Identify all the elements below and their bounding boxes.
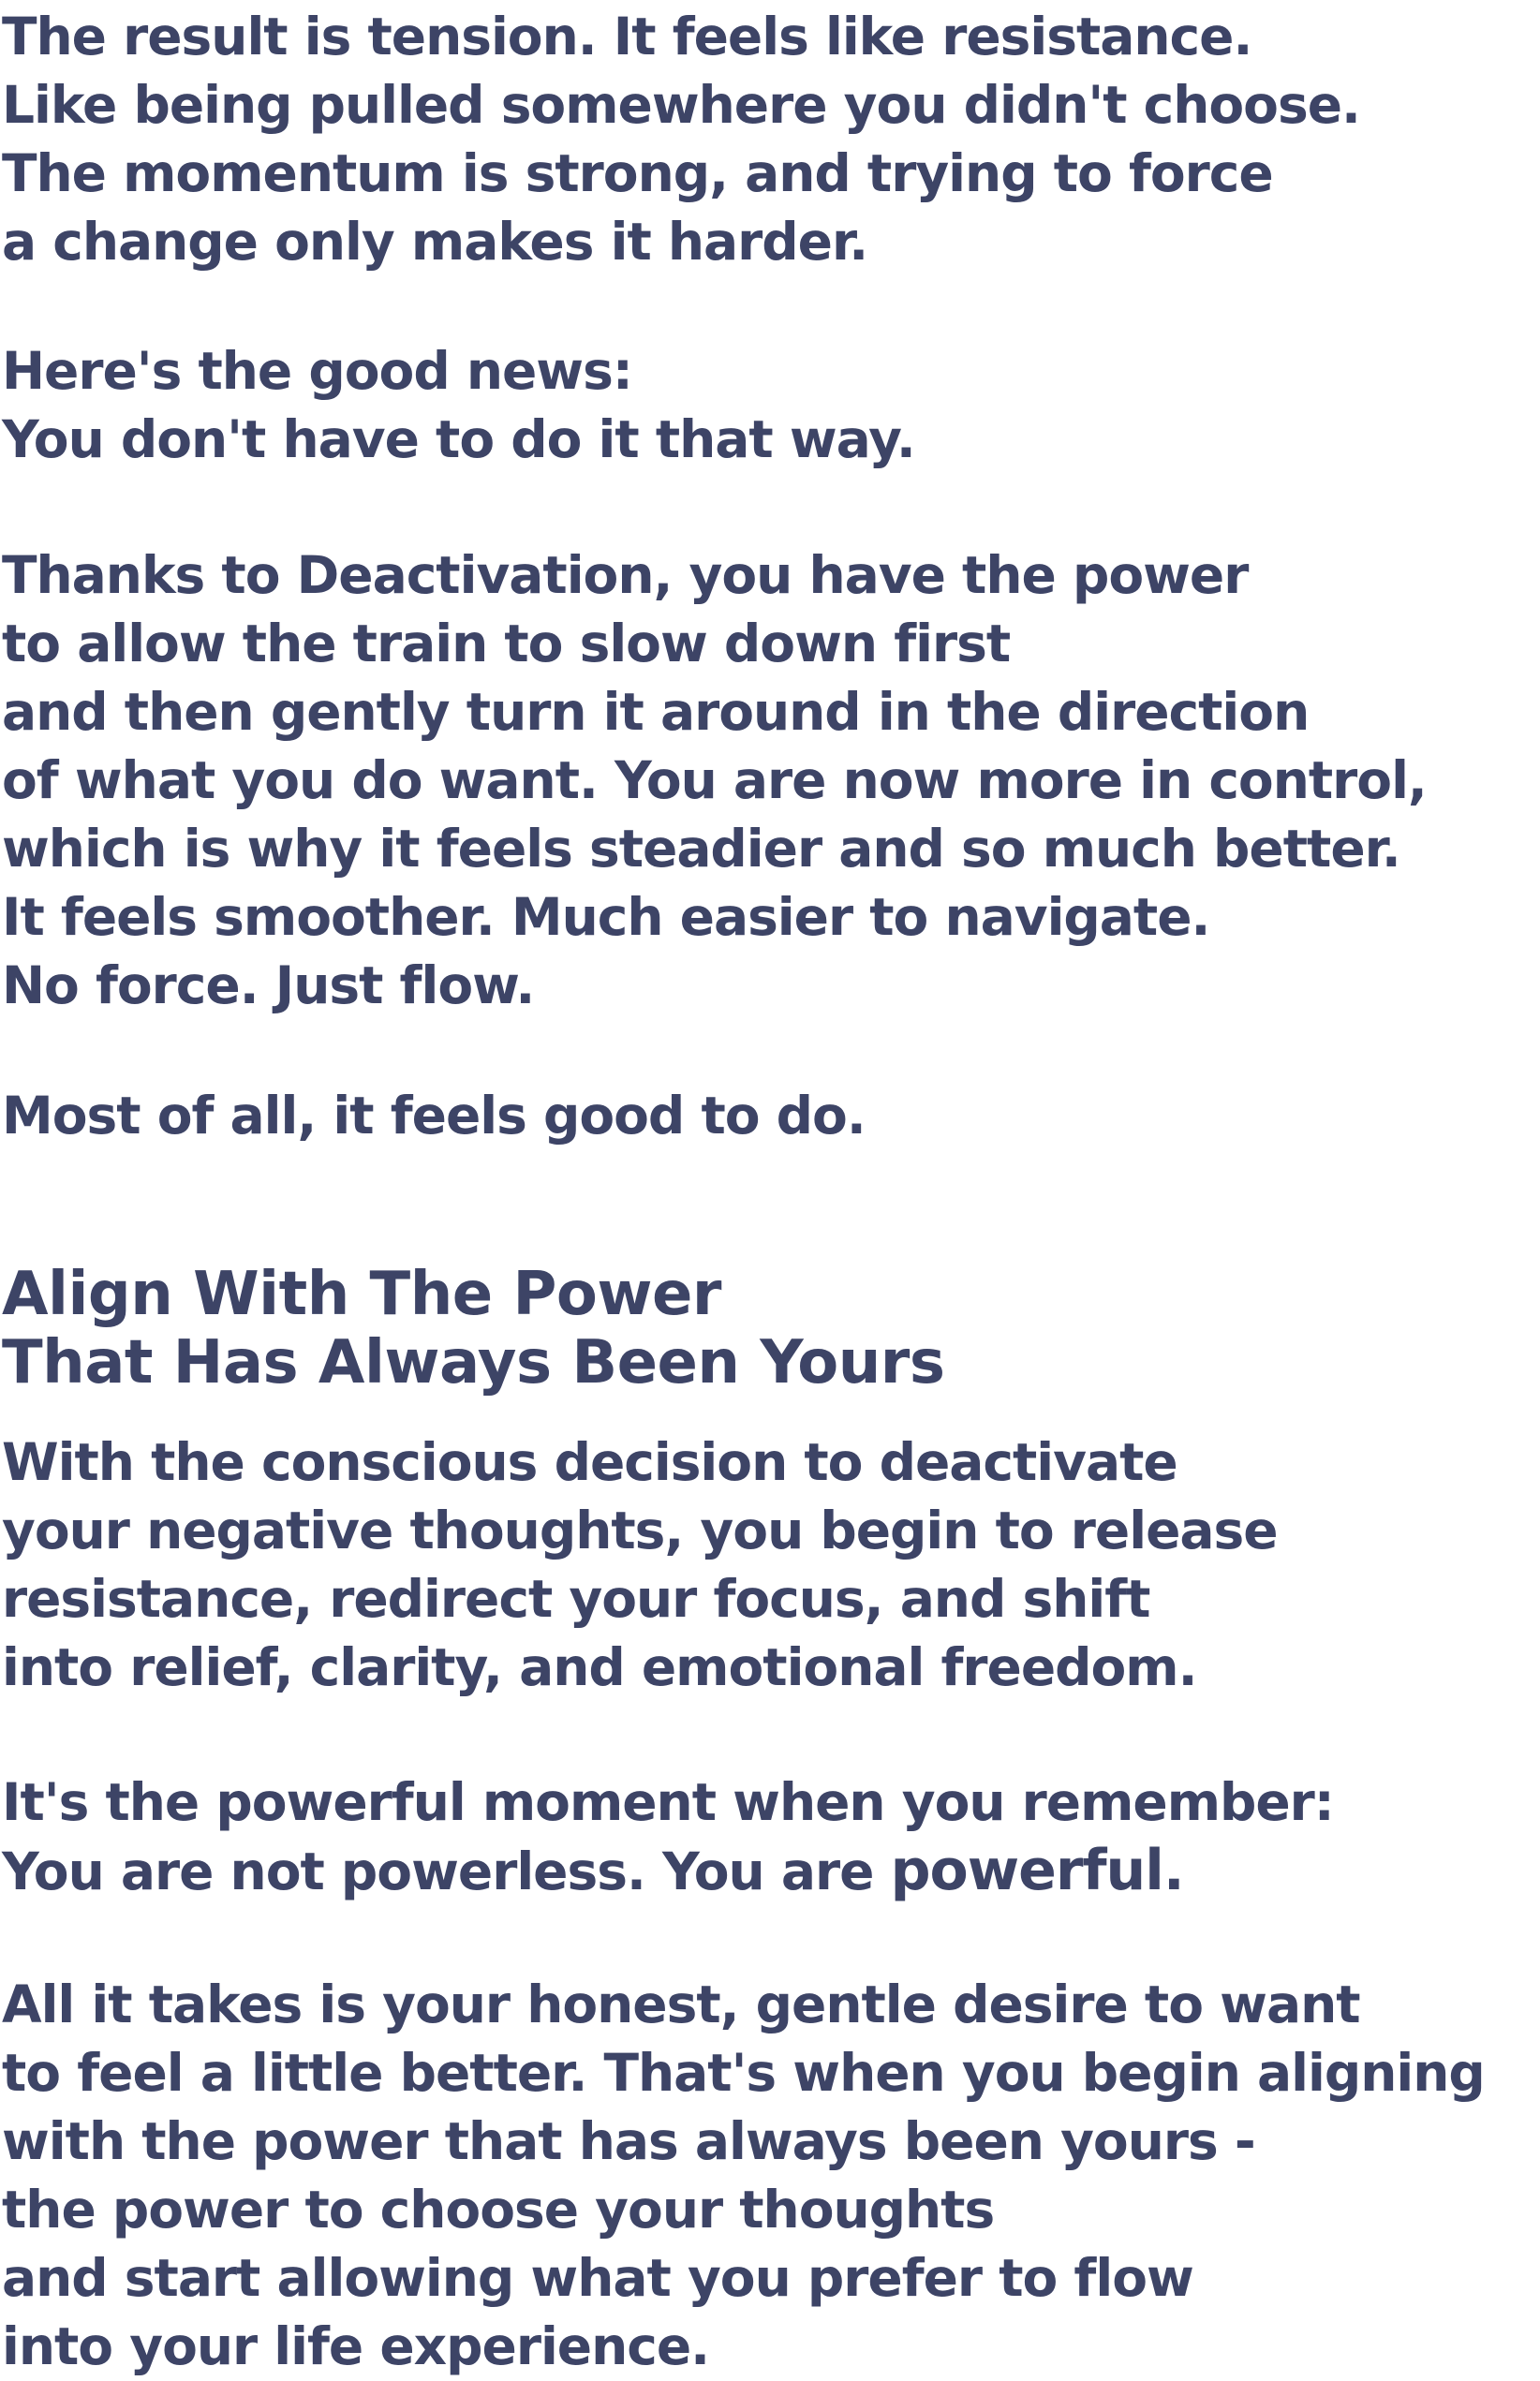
remember-line-1: It's the powerful moment when you remember: <box>2 1772 1334 1832</box>
intro-line: a change only makes it harder. <box>2 212 868 272</box>
conscious-line: into relief, clarity, and emotional freedom. <box>2 1637 1197 1697</box>
deactivation-line: It feels smoother. Much easier to navigate. <box>2 887 1210 947</box>
deactivation-line: to allow the train to slow down first <box>2 614 1011 673</box>
deactivation-line: which is why it feels steadier and so much better. <box>2 819 1400 879</box>
heading-line-2: That Has Always Been Yours <box>2 1328 945 1398</box>
closing-line: the power to choose your thoughts <box>2 2180 995 2240</box>
closing-line: into your life experience. <box>2 2316 710 2376</box>
powerful-emphasis: powerful. <box>890 1838 1184 1903</box>
closing-line: and start allowing what you prefer to flow <box>2 2248 1193 2308</box>
conscious-line: With the conscious decision to deactivate <box>2 1432 1177 1492</box>
good-news-line: Here's the good news: <box>2 341 632 401</box>
deactivation-line: of what you do want. You are now more in control, <box>2 750 1427 810</box>
intro-line: Like being pulled somewhere you didn't choose. <box>2 75 1360 135</box>
intro-line: The result is tension. It feels like resistance. <box>2 7 1252 67</box>
intro-line: The momentum is strong, and trying to force <box>2 143 1273 203</box>
good-news-line: You don't have to do it that way. <box>2 409 915 469</box>
closing-line: All it takes is your honest, gentle desire to want <box>2 1974 1360 2034</box>
section-heading <box>2 1261 944 1398</box>
closing-line: with the power that has always been yours - <box>2 2111 1255 2171</box>
deactivation-line: and then gently turn it around in the direction <box>2 682 1310 742</box>
good-news-paragraph <box>2 337 915 474</box>
closing-line: to feel a little better. That's when you begin aligning <box>2 2043 1485 2103</box>
most-of-all-paragraph <box>2 1082 866 1150</box>
deactivation-line: No force. Just flow. <box>2 955 535 1015</box>
deactivation-paragraph <box>2 541 1427 1020</box>
closing-paragraph <box>2 1971 1485 2381</box>
conscious-line: resistance, redirect your focus, and shift <box>2 1569 1150 1629</box>
heading-line-1: Align With The Power <box>2 1260 721 1329</box>
remember-paragraph <box>2 1768 1334 1906</box>
remember-line-2 <box>2 1837 1334 1906</box>
conscious-paragraph <box>2 1428 1278 1702</box>
deactivation-line: Thanks to Deactivation, you have the power <box>2 545 1249 605</box>
most-of-all-line: Most of all, it feels good to do. <box>2 1086 866 1146</box>
remember-line-2-prefix: You are not powerless. You are <box>2 1841 891 1901</box>
conscious-line: your negative thoughts, you begin to release <box>2 1501 1278 1560</box>
intro-paragraph <box>2 3 1360 276</box>
